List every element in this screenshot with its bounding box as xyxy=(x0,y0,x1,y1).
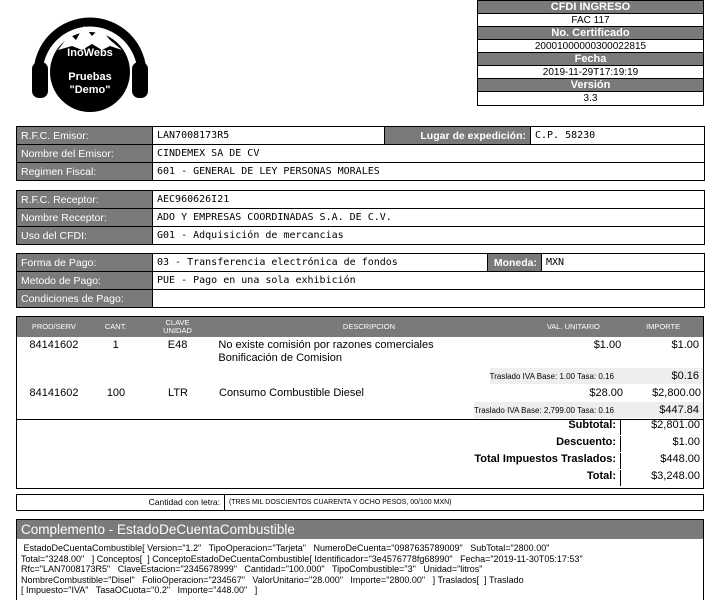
col-cant: CANT. xyxy=(104,322,127,331)
complemento-line2: Total="3248.00" ] Conceptos[ ] ConceptoEstadoDeCuentaCombustible[ Identificador="3e4576778fg68990" Fecha="2019-11-30T05:17:53" xyxy=(21,553,583,564)
col-descripcion: DESCRIPCION xyxy=(342,322,396,331)
items-header xyxy=(17,317,703,337)
nombre-emisor-value: CINDEMEX SA DE CV xyxy=(153,145,705,163)
complemento-line3: Rfc="LAN7008173R5" ClaveEstacion="2345678999" Cantidad="100.000" TipoCombustible="3" Unidad="litros" xyxy=(21,564,483,574)
subtotal-row xyxy=(568,419,704,435)
item-prodserv: 84141602 xyxy=(29,339,79,351)
item-descripcion: Consumo Combustible Diesel xyxy=(219,387,364,399)
table-row xyxy=(17,385,705,401)
impuestos-label: Total Impuestos Traslados: xyxy=(474,453,616,465)
item-prodserv: 84141602 xyxy=(29,387,79,399)
cert-value: 20001000000300022815 xyxy=(478,40,703,53)
condiciones-pago-label: Condiciones de Pago: xyxy=(17,290,153,308)
logo-line1: InoWebs xyxy=(67,47,113,59)
col-unitario: VAL. UNITARIO xyxy=(546,322,600,331)
impuestos-value: $448.00 xyxy=(620,453,704,469)
descuento-value: $1.00 xyxy=(620,436,704,452)
item-descripcion xyxy=(214,337,523,365)
col-importe: IMPORTE xyxy=(646,322,681,331)
impuestos-row xyxy=(474,453,704,469)
subtotal-value: $2,801.00 xyxy=(620,419,704,435)
metodo-pago-label: Metodo de Pago: xyxy=(17,272,153,290)
forma-pago-label: Forma de Pago: xyxy=(17,254,153,272)
fecha-value: 2019-11-29T17:19:19 xyxy=(478,66,703,79)
item-tax-label: Traslado IVA Base: 2,799.00 Tasa: 0.16 xyxy=(474,405,614,415)
col-clave-unidad xyxy=(141,317,215,337)
total-value: $3,248.00 xyxy=(620,470,704,486)
rfc-emisor-value: LAN7008173R5 xyxy=(153,127,385,145)
item-desc-line2: Bonificación de Comision xyxy=(218,352,342,364)
total-label: Total: xyxy=(586,470,616,482)
table-row xyxy=(17,337,703,365)
subtotal-label: Subtotal: xyxy=(568,419,616,431)
moneda-label: Moneda: xyxy=(488,254,542,272)
complemento-line5: [ Impuesto="IVA" TasaOCuota="0.2" Importe="448.00" ] xyxy=(21,585,258,595)
metodo-pago-value: PUE - Pago en una sola exhibición xyxy=(153,272,705,290)
complemento-line1: EstadoDeCuentaCombustible[ Version="1.2" TipoOperacion="Tarjeta" NumeroDeCuenta="0987635789009" SubTotal="2800.00" xyxy=(21,543,550,553)
moneda-value: MXN xyxy=(542,254,705,272)
cantidad-letra-label: Cantidad con letra: xyxy=(17,495,225,510)
item-tax-row xyxy=(474,402,703,418)
item-tax-value: $0.16 xyxy=(671,370,699,382)
cfdi-title: CFDI INGRESO xyxy=(478,1,703,14)
nombre-emisor-label: Nombre del Emisor: xyxy=(17,145,153,163)
col-clave-line2: UNIDAD xyxy=(163,326,192,335)
cfdi-info-box xyxy=(477,0,704,106)
cert-label: No. Certificado xyxy=(478,27,703,40)
item-unitario: $28.00 xyxy=(589,387,623,399)
receptor-table xyxy=(16,190,705,245)
uso-cfdi-label: Uso del CFDI: xyxy=(17,227,153,245)
complemento-title: Complemento - EstadoDeCuentaCombustible xyxy=(17,520,703,539)
lugar-expedicion-value: C.P. 58230 xyxy=(531,127,705,145)
cfdi-folio: FAC 117 xyxy=(478,14,703,27)
complemento-body xyxy=(17,539,703,596)
logo-line2: Pruebas xyxy=(68,71,112,83)
total-row xyxy=(587,470,704,486)
item-tax-row xyxy=(490,368,703,384)
company-logo xyxy=(30,4,150,114)
version-value: 3.3 xyxy=(583,93,598,104)
nombre-receptor-value: ADO Y EMPRESAS COORDINADAS S.A. DE C.V. xyxy=(153,209,705,227)
condiciones-pago-value xyxy=(153,290,705,308)
logo-line3: "Demo" xyxy=(69,84,111,96)
item-clave: LTR xyxy=(168,387,188,399)
uso-cfdi-value: G01 - Adquisición de mercancias xyxy=(153,227,705,245)
forma-pago-value: 03 - Transferencia electrónica de fondos xyxy=(153,254,488,272)
item-cant: 100 xyxy=(106,387,126,399)
fecha-label: Fecha xyxy=(478,53,703,66)
col-clave-line1: CLAVE xyxy=(165,318,190,327)
pago-table xyxy=(16,253,705,308)
col-prodserv: PROD/SERV xyxy=(31,322,76,331)
rfc-receptor-label: R.F.C. Receptor: xyxy=(17,191,153,209)
item-importe: $1.00 xyxy=(671,339,699,351)
item-tax-label: Traslado IVA Base: 1.00 Tasa: 0.16 xyxy=(489,371,614,381)
nombre-receptor-label: Nombre Receptor: xyxy=(17,209,153,227)
regimen-value: 601 - GENERAL DE LEY PERSONAS MORALES xyxy=(153,163,705,181)
regimen-label: Regimen Fiscal: xyxy=(17,163,153,181)
lugar-expedicion-label: Lugar de expedición: xyxy=(385,127,531,145)
cantidad-letra-value: (TRES MIL DOSCIENTOS CUARENTA Y OCHO PESOS, 00/100 MXN) xyxy=(229,499,452,506)
item-importe: $2,800.00 xyxy=(652,387,701,399)
version-label: Versión xyxy=(478,79,703,92)
item-cant: 1 xyxy=(112,339,119,351)
complemento-line4: NombreCombustible="Disel" FolioOperacion="234567" ValorUnitario="28.000" Importe="2800.00" ] Traslados[ ] Traslado xyxy=(21,574,524,585)
descuento-row xyxy=(556,436,704,452)
rfc-receptor-value: AEC960626I21 xyxy=(153,191,705,209)
cantidad-letra-box xyxy=(16,494,704,511)
item-unitario: $1.00 xyxy=(593,339,622,351)
item-clave: E48 xyxy=(167,339,188,351)
complemento-section xyxy=(16,519,704,600)
rfc-emisor-label: R.F.C. Emisor: xyxy=(17,127,153,145)
item-desc-line1: No existe comisión por razones comerciales xyxy=(218,339,434,351)
item-tax-value: $447.84 xyxy=(659,404,699,416)
emisor-table xyxy=(16,126,705,181)
descuento-label: Descuento: xyxy=(556,436,616,448)
